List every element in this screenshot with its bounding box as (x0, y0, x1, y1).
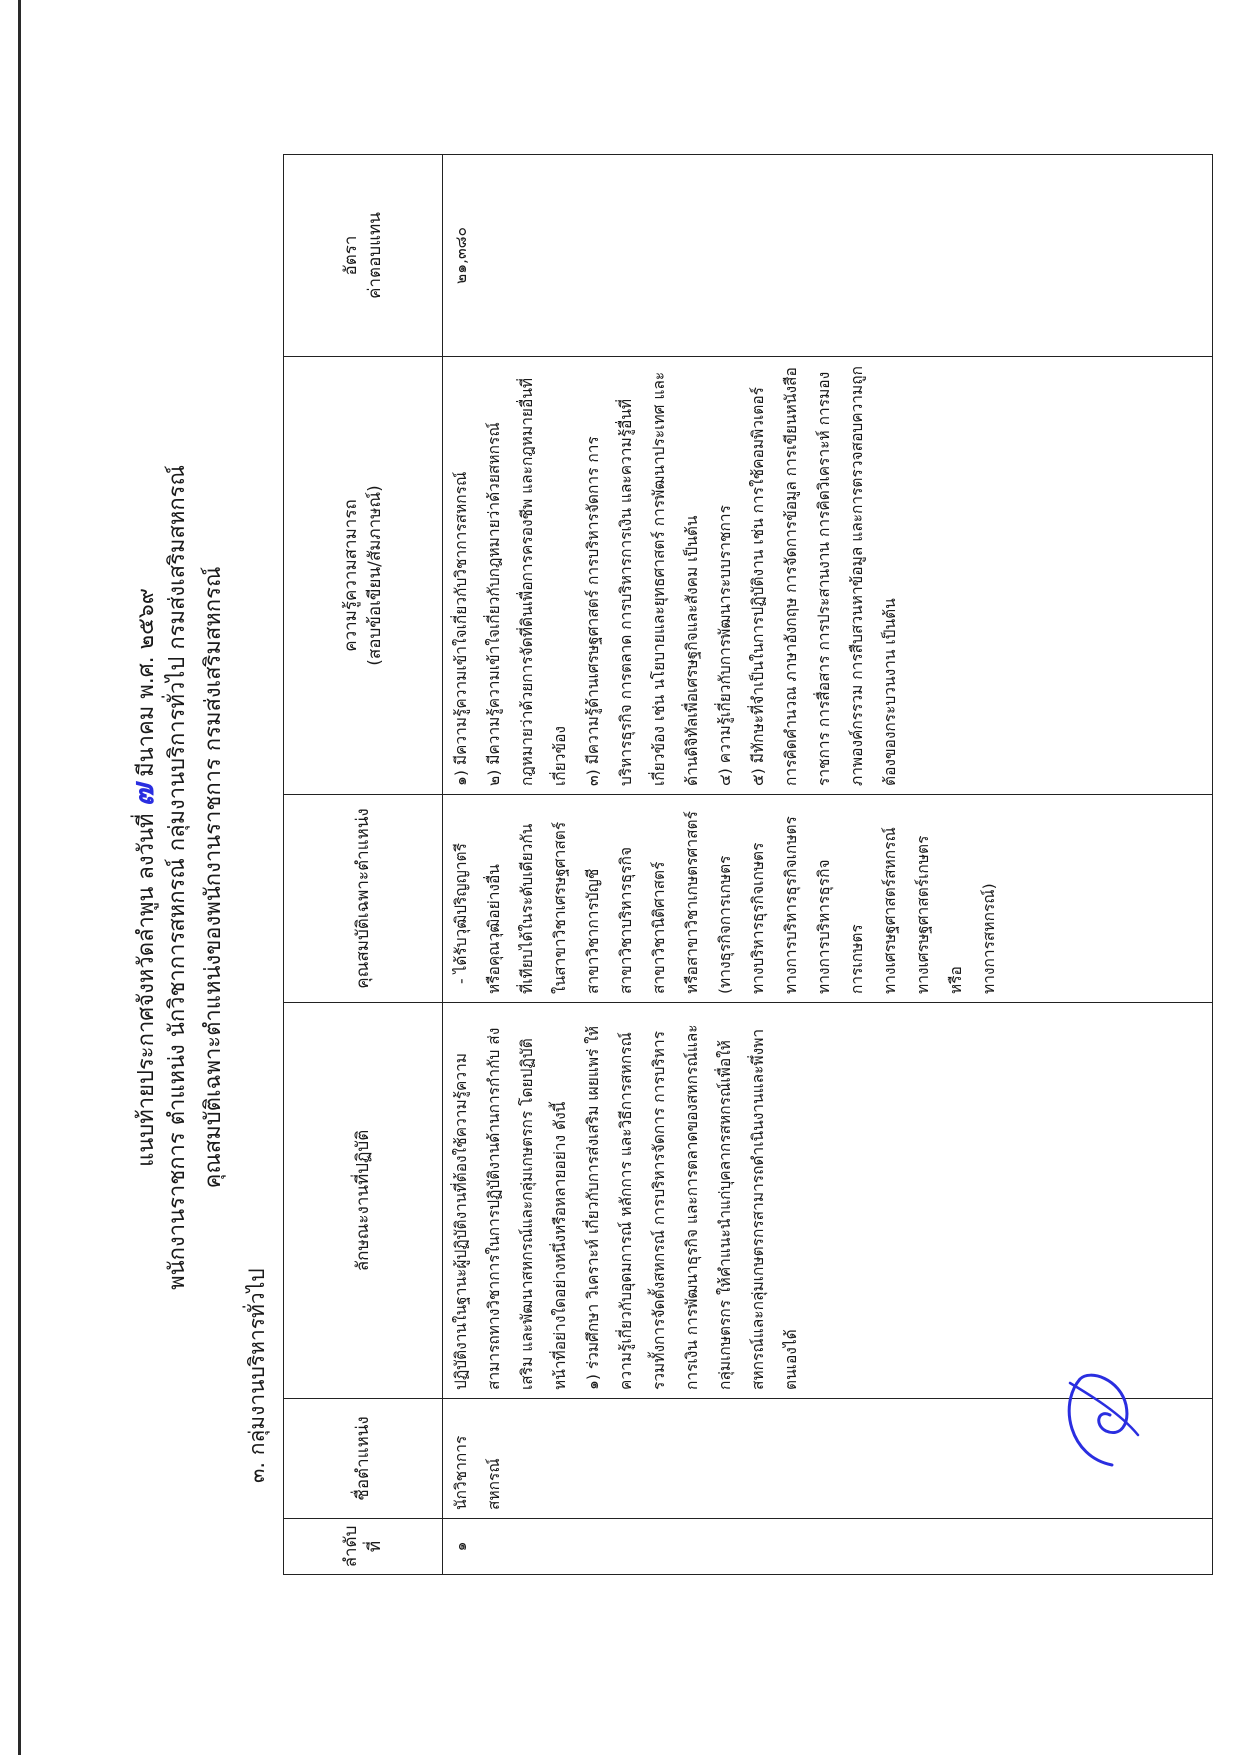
qualification-line: ทางการสหกรณ์) (980, 883, 998, 994)
cell-no: ๑ (443, 1519, 1213, 1575)
title-line-1-after: มีนาคม พ.ศ. ๒๕๖๙ (134, 588, 159, 777)
qualification-line: สาขาวิชาบริหารธุรกิจ (617, 846, 635, 994)
header-rate-line-2: ค่าตอบแทน (365, 212, 385, 299)
knowledge-item-1: ๑) มีความรู้ความเข้าใจเกี่ยวกับวิชาการสหกรณ์ (452, 471, 470, 786)
knowledge-item-5: ๕) มีทักษะที่จำเป็นในการปฏิบัติงาน เช่น การใช้คอมพิวเตอร์ การคิดคำนวณ ภาษาอังกฤษ การจัดการข้อมูล การเขียนหนังสือราชการ การสื่อสาร การประสานงาน การคิดวิเคราะห์ การมองภาพองค์กรรวม การสืบสวนหาข้อมูล และการตรวจสอบความถูกต้องของกระบวนงาน เป็นต้น (749, 366, 899, 786)
knowledge-item-4: ๔) ความรู้เกี่ยวกับการพัฒนาระบบราชการ (716, 505, 734, 786)
table-row (443, 155, 1213, 1575)
header-position: ชื่อตำแหน่ง (284, 1399, 443, 1519)
knowledge-item-2: ๒) มีความรู้ความเข้าใจเกี่ยวกับกฎหมายว่าด้วยสหกรณ์ กฎหมายว่าด้วยการจัดที่ดินเพื่อการครองชีพ และกฎหมายอื่นที่เกี่ยวข้อง (485, 377, 569, 786)
cell-position: นักวิชาการสหกรณ์ (443, 1399, 1213, 1519)
group-heading: ๓. กลุ่มงานบริหารทั่วไป (245, 1268, 269, 1483)
duties-intro: ปฏิบัติงานในฐานะผู้ปฏิบัติงานที่ต้องใช้ความรู้ความสามารถทางวิชาการในการปฏิบัติงานด้านการกำกับ ส่งเสริม และพัฒนาสหกรณ์และกลุ่มเกษตรกร โดยปฏิบัติหน้าที่อย่างใดอย่างหนึ่งหรือหลายอย่าง ดังนี้ (452, 1027, 569, 1390)
qualification-line: สาขาวิชานิติศาสตร์ (650, 861, 668, 994)
header-qualifications: คุณสมบัติเฉพาะตำแหน่ง (284, 795, 443, 1003)
qualification-line: หรือสาขาวิชาเกษตรศาสตร์ (683, 811, 701, 994)
header-no: ลำดับที่ (284, 1519, 443, 1575)
title-day-handwritten: ๗ (126, 783, 161, 807)
cell-rate: ๒๑,๓๘๐ (443, 155, 1213, 357)
cell-duties (443, 1003, 1213, 1399)
header-rate (284, 155, 443, 357)
cell-knowledge (443, 357, 1213, 795)
qualification-line: - ได้รับวุฒิปริญญาตรี (452, 843, 470, 984)
qualification-line: (ทางธุรกิจการเกษตร (716, 855, 734, 994)
duties-item-1: ๑) ร่วมศึกษา วิเคราะห์ เกี่ยวกับการส่งเสริม เผยแพร่ ให้ความรู้เกี่ยวกับอุดมการณ์ หลักการ และวิธีการสหกรณ์ รวมทั้งการจัดตั้งสหกรณ์ การบริหารจัดการ การบริหารการเงิน การพัฒนาธุรกิจ และการตลาดของสหกรณ์และกลุ่มเกษตรกร ให้คำแนะนำแก่บุคลากรสหกรณ์เพื่อให้สหกรณ์และกลุ่มเกษตรกรสามารถดำเนินงานและพึ่งพาตนเองได้ (584, 1024, 800, 1390)
qualification-line: ทางการบริหารธุรกิจการเกษตร (815, 859, 866, 994)
title-line-2: พนักงานราชการ ตำแหน่ง นักวิชาการสหกรณ์ กลุ่มงานบริการทั่วไป กรมส่งเสริมสหกรณ์ (165, 465, 190, 1290)
qualification-line: ทางบริหารธุรกิจเกษตร (749, 842, 767, 994)
knowledge-item-3: ๓) มีความรู้ด้านเศรษฐศาสตร์ การบริหารจัดการ การบริหารธุรกิจ การตลาด การบริหารการเงิน และความรู้อื่นที่เกี่ยวข้อง เช่น นโยบายและยุทธศาสตร์ การพัฒนาประเทศ และด้านดิจิทัลเพื่อเศรษฐกิจและสังคม เป็นต้น (584, 371, 701, 786)
qualification-line: สาขาวิชาการบัญชี (584, 868, 602, 994)
qualification-line: ทางการบริหารธุรกิจเกษตร (782, 816, 800, 994)
signature-icon (1050, 1365, 1140, 1475)
header-rate-line-1: อัตรา (341, 235, 361, 276)
cell-qualifications (443, 795, 1213, 1003)
qualification-line: ทางเศรษฐศาสตร์เกษตร หรือ (914, 835, 965, 994)
title-line-1-before: แนบท้ายประกาศจังหวัดลำพูน ลงวันที่ (134, 813, 159, 1167)
title-line-3: คุณสมบัติเฉพาะตำแหน่งของพนักงานราชการ กรมส่งเสริมสหกรณ์ (201, 566, 226, 1189)
header-knowledge-line-2: (สอบข้อเขียน/สัมภาษณ์) (365, 485, 385, 666)
title-line-1 (126, 0, 161, 1755)
qualification-line: ที่เทียบได้ในระดับเดียวกัน (518, 823, 536, 994)
header-knowledge-line-1: ความรู้ความสามารถ (341, 499, 361, 652)
qualification-table (283, 154, 1213, 1575)
qualification-line: ทางเศรษฐศาสตร์สหกรณ์ (881, 827, 899, 994)
header-knowledge (284, 357, 443, 795)
header-duties: ลักษณะงานที่ปฏิบัติ (284, 1003, 443, 1399)
table-header-row (284, 155, 443, 1575)
qualification-line: หรือคุณวุฒิอย่างอื่น (485, 864, 503, 994)
qualification-line: ในสาขาวิชาเศรษฐศาสตร์ (551, 821, 569, 994)
